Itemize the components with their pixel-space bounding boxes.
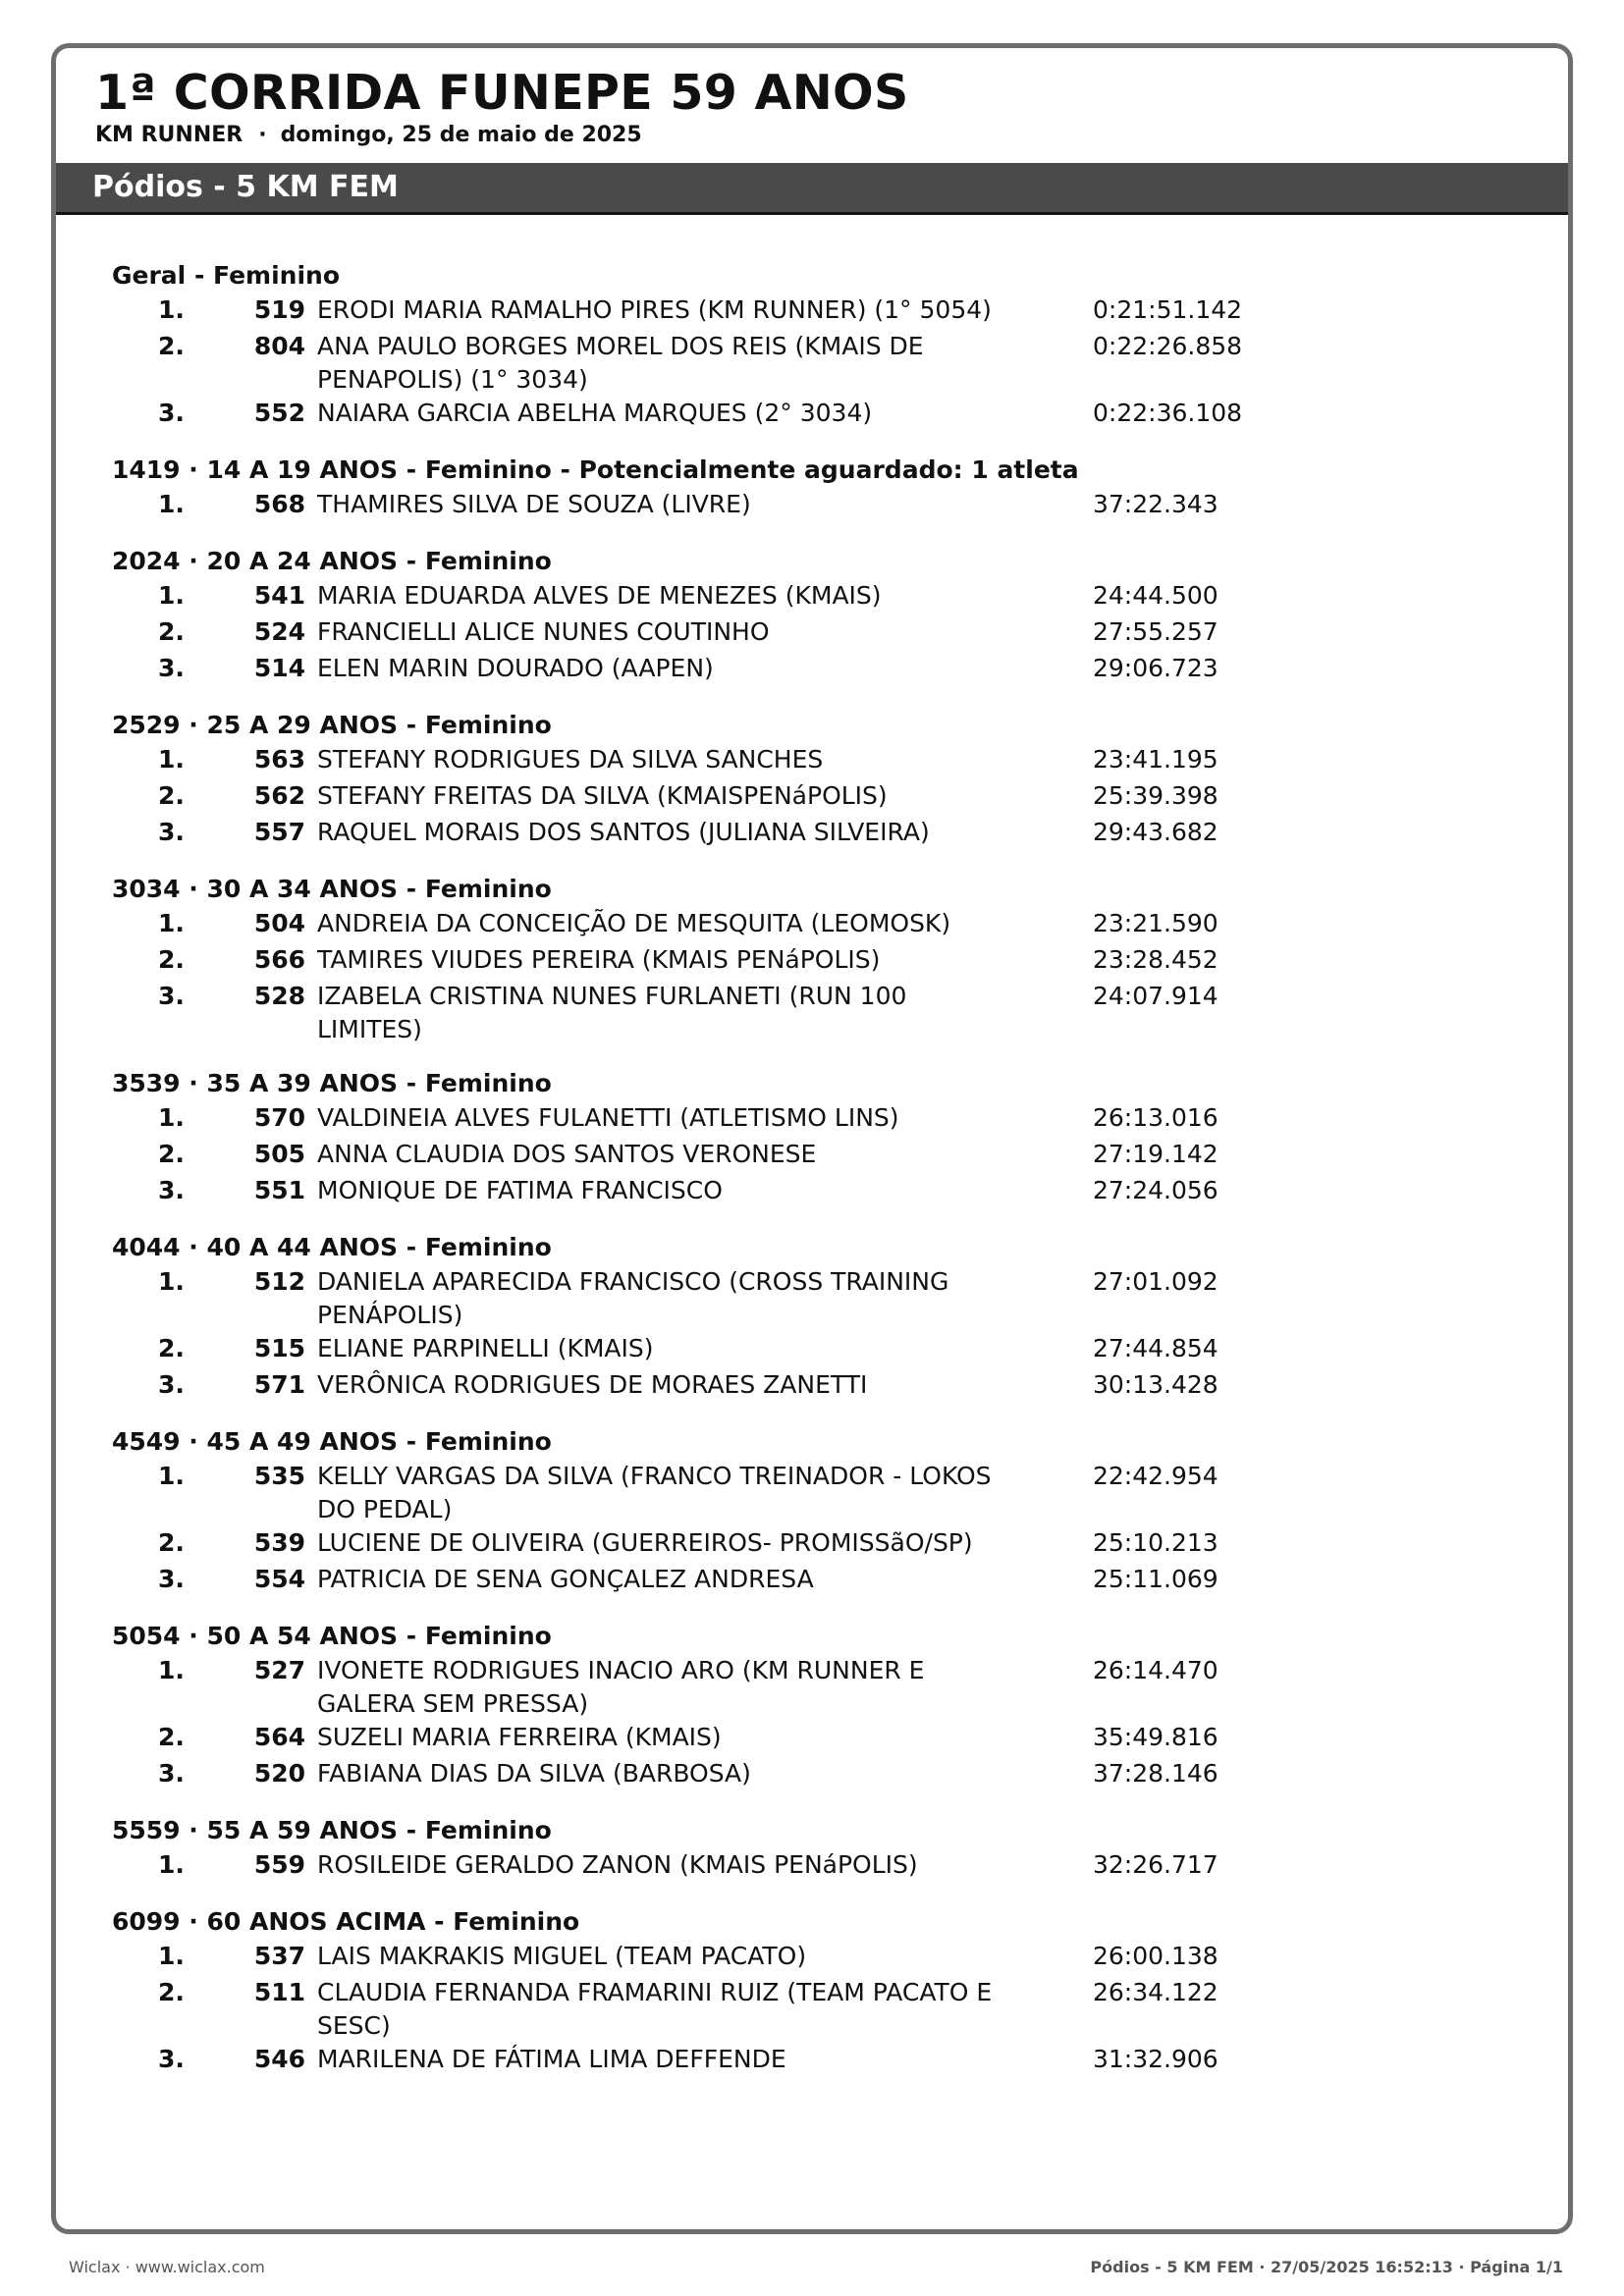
athlete-name: ANA PAULO BORGES MOREL DOS REIS (KMAIS DE PENAPOLIS) (1° 3034) [317, 332, 924, 394]
bib-number: 527 [253, 1656, 305, 1684]
result-row [112, 1332, 1487, 1368]
position-label: 3. [158, 1176, 185, 1204]
category-block [112, 452, 1487, 524]
bib-number: 566 [253, 945, 305, 974]
organizer: KM RUNNER [95, 123, 244, 147]
bib-number: 520 [253, 1759, 305, 1788]
bib-number: 541 [253, 581, 305, 610]
athlete-name: RAQUEL MORAIS DOS SANTOS (JULIANA SILVEIRA) [317, 818, 930, 846]
finish-time: 26:34.122 [1093, 1978, 1218, 2006]
position-label: 1. [158, 295, 185, 324]
bib-number: 515 [253, 1334, 305, 1362]
bib-number: 568 [253, 490, 305, 518]
finish-time: 27:55.257 [1093, 617, 1218, 646]
position-label: 2. [158, 1140, 185, 1168]
category-title: 5559 · 55 A 59 ANOS - Feminino [112, 1816, 552, 1844]
position-label: 3. [158, 982, 185, 1010]
finish-time: 30:13.428 [1093, 1370, 1218, 1399]
finish-time: 23:41.195 [1093, 745, 1218, 774]
finish-time: 26:13.016 [1093, 1103, 1218, 1132]
result-row [112, 488, 1487, 524]
result-row [112, 1138, 1487, 1174]
position-label: 2. [158, 945, 185, 974]
athlete-name: MARIA EDUARDA ALVES DE MENEZES (KMAIS) [317, 581, 882, 610]
result-row [112, 907, 1487, 943]
position-label: 1. [158, 1850, 185, 1879]
bib-number: 559 [253, 1850, 305, 1879]
athlete-name: ELEN MARIN DOURADO (AAPEN) [317, 654, 714, 682]
position-label: 1. [158, 1103, 185, 1132]
finish-time: 0:22:26.858 [1093, 332, 1243, 360]
position-label: 1. [158, 581, 185, 610]
finish-time: 27:19.142 [1093, 1140, 1218, 1168]
athlete-name: IZABELA CRISTINA NUNES FURLANETI (RUN 100 LIMITES) [317, 982, 907, 1043]
bib-number: 562 [253, 781, 305, 810]
bib-number: 535 [253, 1462, 305, 1490]
position-label: 3. [158, 2045, 185, 2073]
result-row [112, 652, 1487, 688]
athlete-name: THAMIRES SILVA DE SOUZA (LIVRE) [317, 490, 751, 518]
result-row [112, 1654, 1487, 1721]
footer-credit: Wiclax · www.wiclax.com [69, 2258, 265, 2276]
result-row [112, 1757, 1487, 1793]
position-label: 3. [158, 818, 185, 846]
footer-page-info: Pódios - 5 KM FEM · 27/05/2025 16:52:13 · Página 1/1 [1090, 2258, 1563, 2276]
athlete-name: SUZELI MARIA FERREIRA (KMAIS) [317, 1723, 722, 1751]
position-label: 2. [158, 1723, 185, 1751]
athlete-name: ANDREIA DA CONCEIÇÃO DE MESQUITA (LEOMOSK) [317, 909, 951, 937]
athlete-name: IVONETE RODRIGUES INACIO ARO (KM RUNNER E GALERA SEM PRESSA) [317, 1656, 925, 1718]
result-row [112, 1526, 1487, 1563]
position-label: 3. [158, 1759, 185, 1788]
position-label: 3. [158, 399, 185, 427]
finish-time: 27:01.092 [1093, 1267, 1218, 1296]
bib-number: 554 [253, 1565, 305, 1593]
subtitle-separator: · [258, 123, 267, 147]
result-row [112, 1721, 1487, 1757]
category-block [112, 707, 1487, 852]
athlete-name: FRANCIELLI ALICE NUNES COUTINHO [317, 617, 770, 646]
category-block [112, 257, 1487, 433]
athlete-name: MARILENA DE FÁTIMA LIMA DEFFENDE [317, 2045, 786, 2073]
bib-number: 519 [253, 295, 305, 324]
bib-number: 571 [253, 1370, 305, 1399]
event-title: 1ª CORRIDA FUNEPE 59 ANOS [95, 65, 909, 121]
event-subtitle [95, 123, 909, 147]
finish-time: 22:42.954 [1093, 1462, 1218, 1490]
category-title: Geral - Feminino [112, 261, 341, 290]
category-title: 1419 · 14 A 19 ANOS - Feminino - Potencialmente aguardado: 1 atleta [112, 455, 1079, 484]
athlete-name: ANNA CLAUDIA DOS SANTOS VERONESE [317, 1140, 817, 1168]
position-label: 3. [158, 1370, 185, 1399]
finish-time: 29:43.682 [1093, 818, 1218, 846]
category-title: 6099 · 60 ANOS ACIMA - Feminino [112, 1907, 580, 1936]
athlete-name: VERÔNICA RODRIGUES DE MORAES ZANETTI [317, 1370, 868, 1399]
finish-time: 25:11.069 [1093, 1565, 1218, 1593]
finish-time: 27:24.056 [1093, 1176, 1218, 1204]
position-label: 1. [158, 1267, 185, 1296]
result-row [112, 2043, 1487, 2079]
position-label: 2. [158, 332, 185, 360]
finish-time: 0:22:36.108 [1093, 399, 1243, 427]
finish-time: 0:21:51.142 [1093, 295, 1243, 324]
position-label: 1. [158, 745, 185, 774]
athlete-name: TAMIRES VIUDES PEREIRA (KMAIS PENáPOLIS) [317, 945, 881, 974]
category-block [112, 1423, 1487, 1599]
athlete-name: KELLY VARGAS DA SILVA (FRANCO TREINADOR - LOKOS DO PEDAL) [317, 1462, 992, 1523]
finish-time: 37:28.146 [1093, 1759, 1218, 1788]
athlete-name: CLAUDIA FERNANDA FRAMARINI RUIZ (TEAM PACATO E SESC) [317, 1978, 993, 2040]
category-title: 5054 · 50 A 54 ANOS - Feminino [112, 1622, 552, 1650]
category-title: 2024 · 20 A 24 ANOS - Feminino [112, 547, 552, 575]
page-header [95, 66, 909, 147]
section-title-bar: Pódios - 5 KM FEM [56, 163, 1568, 215]
result-row [112, 397, 1487, 433]
position-label: 1. [158, 1656, 185, 1684]
result-row [112, 1174, 1487, 1210]
position-label: 1. [158, 1942, 185, 1970]
finish-time: 26:00.138 [1093, 1942, 1218, 1970]
position-label: 3. [158, 654, 185, 682]
bib-number: 552 [253, 399, 305, 427]
finish-time: 27:44.854 [1093, 1334, 1218, 1362]
position-label: 1. [158, 909, 185, 937]
finish-time: 29:06.723 [1093, 654, 1218, 682]
finish-time: 24:07.914 [1093, 982, 1218, 1010]
finish-time: 23:28.452 [1093, 945, 1218, 974]
result-row [112, 1265, 1487, 1332]
bib-number: 804 [253, 332, 305, 360]
category-block [112, 871, 1487, 1046]
result-row [112, 579, 1487, 615]
athlete-name: ROSILEIDE GERALDO ZANON (KMAIS PENáPOLIS) [317, 1850, 918, 1879]
athlete-name: LAIS MAKRAKIS MIGUEL (TEAM PACATO) [317, 1942, 807, 1970]
category-title: 4044 · 40 A 44 ANOS - Feminino [112, 1233, 552, 1261]
finish-time: 23:21.590 [1093, 909, 1218, 937]
category-title: 3539 · 35 A 39 ANOS - Feminino [112, 1069, 552, 1097]
result-row [112, 1460, 1487, 1526]
position-label: 2. [158, 1528, 185, 1557]
athlete-name: PATRICIA DE SENA GONÇALEZ ANDRESA [317, 1565, 814, 1593]
finish-time: 31:32.906 [1093, 2045, 1218, 2073]
bib-number: 504 [253, 909, 305, 937]
category-title: 3034 · 30 A 34 ANOS - Feminino [112, 875, 552, 903]
finish-time: 35:49.816 [1093, 1723, 1218, 1751]
bib-number: 511 [253, 1978, 305, 2006]
result-row [112, 1563, 1487, 1599]
result-row [112, 294, 1487, 330]
result-row [112, 330, 1487, 397]
bib-number: 551 [253, 1176, 305, 1204]
result-row [112, 816, 1487, 852]
position-label: 1. [158, 490, 185, 518]
category-title: 2529 · 25 A 29 ANOS - Feminino [112, 711, 552, 739]
result-row [112, 779, 1487, 816]
result-row [112, 980, 1487, 1046]
result-row [112, 943, 1487, 980]
position-label: 1. [158, 1462, 185, 1490]
athlete-name: MONIQUE DE FATIMA FRANCISCO [317, 1176, 723, 1204]
athlete-name: STEFANY RODRIGUES DA SILVA SANCHES [317, 745, 824, 774]
bib-number: 570 [253, 1103, 305, 1132]
result-row [112, 1368, 1487, 1405]
category-block [112, 1812, 1487, 1885]
bib-number: 514 [253, 654, 305, 682]
position-label: 2. [158, 617, 185, 646]
athlete-name: VALDINEIA ALVES FULANETTI (ATLETISMO LINS) [317, 1103, 899, 1132]
result-row [112, 743, 1487, 779]
category-block [112, 1065, 1487, 1210]
athlete-name: STEFANY FREITAS DA SILVA (KMAISPENáPOLIS) [317, 781, 888, 810]
athlete-name: LUCIENE DE OLIVEIRA (GUERREIROS- PROMISSãO/SP) [317, 1528, 973, 1557]
result-row [112, 615, 1487, 652]
position-label: 3. [158, 1565, 185, 1593]
bib-number: 557 [253, 818, 305, 846]
bib-number: 505 [253, 1140, 305, 1168]
bib-number: 539 [253, 1528, 305, 1557]
bib-number: 512 [253, 1267, 305, 1296]
finish-time: 24:44.500 [1093, 581, 1218, 610]
bib-number: 563 [253, 745, 305, 774]
finish-time: 37:22.343 [1093, 490, 1218, 518]
athlete-name: DANIELA APARECIDA FRANCISCO (CROSS TRAINING PENÁPOLIS) [317, 1267, 949, 1329]
position-label: 2. [158, 781, 185, 810]
bib-number: 537 [253, 1942, 305, 1970]
result-row [112, 1848, 1487, 1885]
bib-number: 524 [253, 617, 305, 646]
athlete-name: FABIANA DIAS DA SILVA (BARBOSA) [317, 1759, 751, 1788]
athlete-name: ELIANE PARPINELLI (KMAIS) [317, 1334, 654, 1362]
event-date: domingo, 25 de maio de 2025 [280, 123, 642, 147]
finish-time: 25:39.398 [1093, 781, 1218, 810]
results-list [112, 257, 1487, 2098]
category-title: 4549 · 45 A 49 ANOS - Feminino [112, 1427, 552, 1456]
athlete-name: NAIARA GARCIA ABELHA MARQUES (2° 3034) [317, 399, 873, 427]
finish-time: 32:26.717 [1093, 1850, 1218, 1879]
result-row [112, 1976, 1487, 2043]
category-block [112, 1229, 1487, 1405]
category-block [112, 1618, 1487, 1793]
athlete-name: ERODI MARIA RAMALHO PIRES (KM RUNNER) (1° 5054) [317, 295, 992, 324]
page-frame [51, 43, 1573, 2234]
position-label: 2. [158, 1334, 185, 1362]
category-block [112, 543, 1487, 688]
bib-number: 528 [253, 982, 305, 1010]
result-row [112, 1940, 1487, 1976]
finish-time: 25:10.213 [1093, 1528, 1218, 1557]
finish-time: 26:14.470 [1093, 1656, 1218, 1684]
bib-number: 546 [253, 2045, 305, 2073]
result-row [112, 1101, 1487, 1138]
position-label: 2. [158, 1978, 185, 2006]
category-block [112, 1903, 1487, 2079]
bib-number: 564 [253, 1723, 305, 1751]
